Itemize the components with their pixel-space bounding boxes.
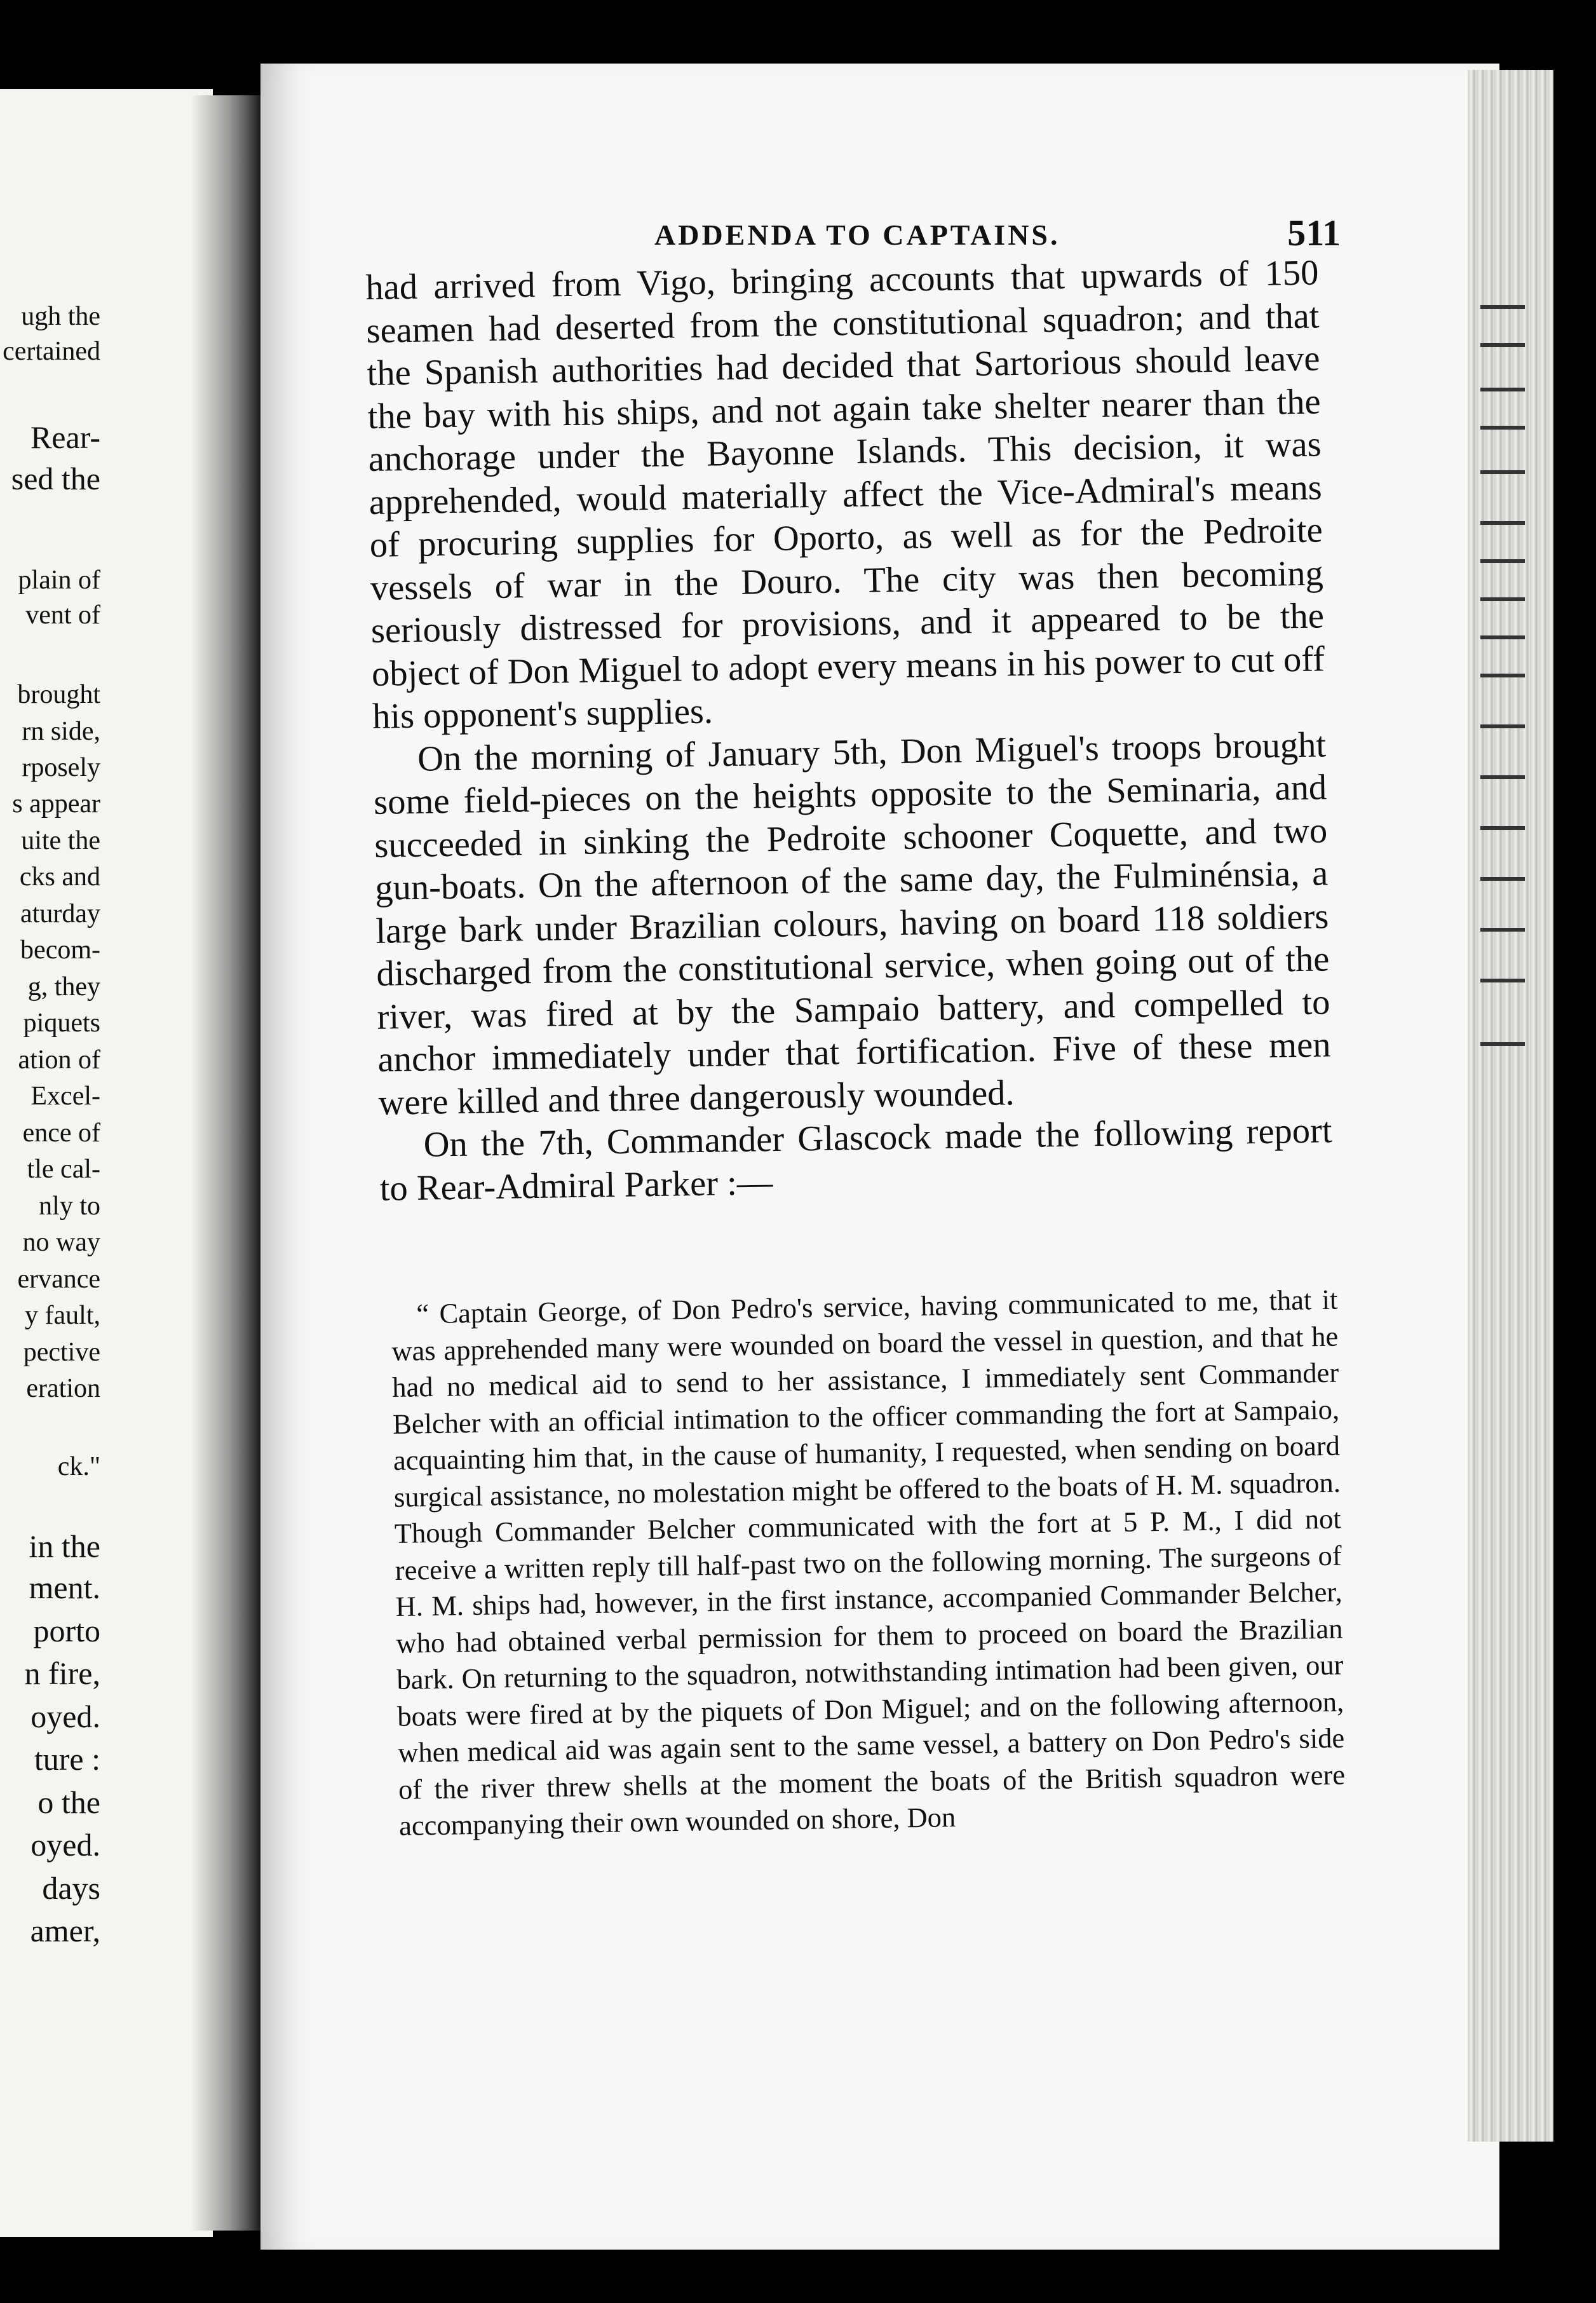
facing-line: tle cal- (27, 1155, 100, 1184)
facing-line: Rear- (30, 419, 100, 455)
facing-line: plain of (18, 566, 100, 595)
facing-line: o the (37, 1784, 100, 1820)
facing-line: pective (23, 1338, 100, 1367)
paragraph: had arrived from Vigo, bringing accounts that upwards of 150 seamen had deserted from the constitutional squadron; and that the Spanish authorities had decided that Sartorious should leave the bay with his ships, and not again take shelter nearer than the anchorage under the Bayonne Islands. This decision, it was apprehended, would materially affect the Vice-Admiral's means of procuring supplies for Oporto, as well as for the Pedroite vessels of war in the Douro. The city was then becoming seriously distressed for provisions, and it appeared to be the object of Don Miguel to adopt every means in his power to cut off his opponent's supplies. (365, 253, 1325, 737)
page-number: 511 (1287, 212, 1341, 254)
facing-page (0, 89, 213, 2237)
facing-line: aturday (20, 899, 100, 928)
running-title: ADDENDA TO CAPTAINS. (654, 219, 1060, 251)
facing-line: oyed. (30, 1827, 100, 1863)
facing-line: ment. (29, 1570, 100, 1605)
page-edge-marks (1474, 280, 1531, 1423)
paragraph: On the 7th, Commander Glascock made the following report to Rear-Admiral Parker :— (379, 1111, 1333, 1209)
facing-line: rn side, (22, 717, 100, 746)
facing-line: ugh the (21, 302, 100, 331)
facing-line: sed the (11, 461, 100, 496)
facing-line: oyed. (30, 1699, 100, 1734)
facing-page-text (0, 89, 203, 2237)
facing-line: ervance (17, 1265, 100, 1294)
facing-line: becom- (20, 935, 100, 965)
facing-line: in the (29, 1528, 100, 1564)
facing-line: rposely (22, 753, 100, 782)
facing-line: eration (26, 1374, 100, 1403)
quote-text: “ Captain George, of Don Pedro's service, having communicated to me, that it was apprehended many were wounded on board the vessel in question, and that he had no medical aid to send to her assistance, I immediately sent Commander Belcher with an official intimation to the officer commanding the fort at Sampaio, acquainting him that, in the cause of humanity, I requested, when sending on board surgical assistance, no molestation might be offered to the boats of H. M. squadron. Though Commander Belcher communicated with the fort at 5 P. M., I did not receive a written reply till half-past two on the following morning. The surgeons of H. M. ships had, however, in the first instance, accompanied Commander Belcher, who had obtained verbal permission for them to proceed on board the Brazilian bark. On returning to the squadron, notwithstanding intimation had been given, our boats were fired at by the piquets of Don Miguel; and on the following afternoon, when medical aid was again sent to the same vessel, a battery on Don Pedro's side of the river threw shells at the moment the boats of the British squadron were accompanying their own wounded on shore, Don (391, 1283, 1346, 1842)
facing-line: ence of (22, 1118, 100, 1148)
facing-line: amer, (30, 1913, 100, 1948)
facing-line: Excel- (30, 1082, 100, 1111)
facing-line: uite the (21, 826, 100, 855)
facing-line: n fire, (24, 1655, 100, 1691)
quoted-report (391, 1282, 1346, 1845)
facing-line: porto (33, 1613, 100, 1648)
main-text (365, 252, 1333, 1210)
book-gutter (191, 95, 260, 2231)
running-header (635, 212, 1341, 256)
facing-line: s appear (12, 789, 100, 819)
facing-line: cks and (19, 862, 100, 892)
facing-line: vent of (25, 601, 100, 630)
facing-line: piquets (23, 1009, 100, 1038)
facing-line: days (42, 1870, 100, 1906)
facing-line: certained (3, 337, 100, 366)
paragraph: On the morning of January 5th, Don Miguel's troops brought some field-pieces on the heights opposite to the Seminaria, and succeeded in sinking the Pedroite schooner Coquette, and two gun-boats. On the afternoon of the same day, the Fulminénsia, a large bark under Brazilian colours, having on board 118 soldiers discharged from the constitutional service, when going out of the river, was fired at by the Sampaio battery, and compelled to anchor immediately under that fortification. Five of these men were killed and three dangerously wounded. (373, 724, 1331, 1123)
facing-line: y fault, (25, 1301, 100, 1330)
facing-line: nly to (39, 1192, 100, 1221)
facing-line: ture : (34, 1741, 100, 1777)
facing-line: ck." (57, 1452, 100, 1481)
facing-line: g, they (27, 972, 100, 1002)
facing-line: brought (17, 680, 100, 709)
facing-line: ation of (18, 1045, 100, 1075)
facing-line: no way (22, 1228, 100, 1257)
